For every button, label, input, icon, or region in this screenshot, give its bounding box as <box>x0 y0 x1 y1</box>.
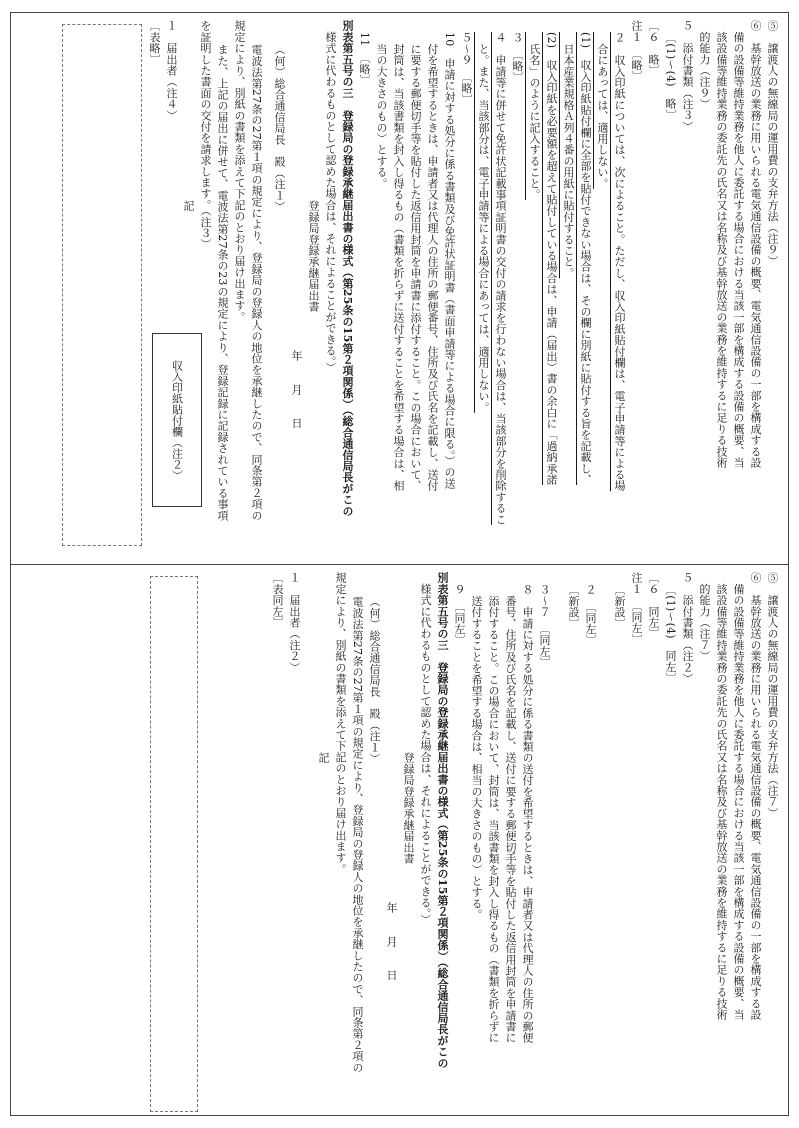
text-line: 〔表同左〕 <box>271 572 284 628</box>
text-line: ５〜９ 〔略〕 <box>460 32 473 105</box>
section-divider <box>10 564 789 565</box>
text-line: 11 〔略〕 <box>358 32 371 86</box>
text-line: を証明した書面の交付を請求します。（注３） <box>199 20 212 250</box>
text-line: ５ 添付書類（注３） <box>681 20 694 132</box>
addressee-line: （何）総合通信局長 殿（注１） <box>273 44 286 212</box>
amended-text-column <box>146 20 781 556</box>
text-line: に要する郵便切手等を貼付した返信用封筒を申請書に添付すること。この場合において、 <box>409 32 422 492</box>
text-line: 備の設備等維持業務を他人に委託する場合における当該一部を構成する設備の概要、当 <box>732 20 745 468</box>
text-line: ⑥ 基幹放送の業務に用いられる電気通信設備の概要、電気通信設備の一部を構成する設 <box>749 572 762 1020</box>
text-line: ⑥ 基幹放送の業務に用いられる電気通信設備の概要、電気通信設備の一部を構成する設 <box>749 20 762 468</box>
text-line: 〔６ 同左〕 <box>647 572 660 640</box>
ki-mark: 記 <box>317 752 330 764</box>
text-line: 的能力（注９） <box>698 20 711 110</box>
text-line: 〔(1)〜(4) 略〕 <box>664 32 677 121</box>
text-line: ４ 申請等に併せて免許状記載事項証明書の交付の請求を行わない場合は、当該部分を削除するこ <box>494 32 507 525</box>
text-line: 電波法第27条の27第１項の規定により、登録局の登録人の地位を承継したので、同条第２項の <box>250 44 263 521</box>
text-line: 番号、住所及び氏名を記載し、送付に要する郵便切手等を貼付した返信用封筒を申請書に <box>504 584 517 1044</box>
text-line: 送付することを希望する場合は、相当の大きさのもの）とする。 <box>470 584 483 920</box>
text-line: 的能力（注７） <box>698 572 711 662</box>
revenue-stamp-label: 収入印紙貼付欄（注２） <box>170 359 184 481</box>
text-line: 注１ 〔同左〕 <box>630 572 643 645</box>
text-line: 〔新設〕 <box>567 584 580 629</box>
text-line: １ 届出者（注２） <box>288 572 301 673</box>
text-line: 備の設備等維持業務を他人に委託する場合における当該一部を構成する設備の概要、当 <box>732 572 745 1020</box>
addressee-line: （何）総合通信局長 殿（注１） <box>368 596 381 764</box>
text-line: ５ 添付書類（注２） <box>681 572 694 684</box>
text-line: 該設備等維持業務の委託先の氏名又は名称及び基幹放送の業務を維持するに足りる技術 <box>715 20 728 468</box>
text-line: 注１ 〔略〕 <box>630 20 643 82</box>
form-heading: 別表第五号の三 登録局の登録承継届出書の様式（第25条の15第２項関係）（総合通信局長がこの <box>436 572 449 1069</box>
revenue-stamp-box <box>152 333 202 507</box>
text-line: と。また、当該部分は、電子申請等による場合にあっては、適用しない。 <box>477 32 490 413</box>
text-line: 様式に代わるものとして認めた場合は、それによることができる。） <box>419 572 432 925</box>
request-text-dashed-box <box>62 24 142 546</box>
text-line: 規定により、別紙の書類を添えて下記のとおり届け出ます。 <box>334 572 347 875</box>
text-line: 電波法第27条の27第１項の規定により、登録局の登録人の地位を承継したので、同条第２項の <box>351 596 364 1073</box>
text-line: 合にあっては、適用しない。 <box>596 32 609 189</box>
form-title: 登録局登録承継届出書 <box>402 752 415 864</box>
text-line: ９ 〔同左〕 <box>453 584 466 646</box>
text-line: 封筒は、当該書類を封入し得るもの（書類を折らずに送付することを希望する場合は、相 <box>392 32 405 492</box>
text-line: ２ 〔同左〕 <box>584 584 597 646</box>
date-line: 年 月 日 <box>385 902 398 981</box>
date-line: 年 月 日 <box>290 350 303 429</box>
text-line: (1) 収入印紙貼付欄に全部を貼付できない場合は、その欄に別紙に貼付する旨を記載し、 <box>579 32 592 485</box>
text-line: 該設備等維持業務の委託先の氏名又は名称及び基幹放送の業務を維持するに足りる技術 <box>715 572 728 1020</box>
request-text-dashed-box-original <box>150 576 198 1112</box>
text-line: ３〜７ 〔同左〕 <box>538 584 551 669</box>
text-line: 〔表略〕 <box>148 20 161 65</box>
text-line: 10 申請に対する処分に係る書類及び免許状証明書（書面申請等による場合に限る。）の送 <box>443 32 456 489</box>
text-line: (2) 収入印紙を必要額を超えて貼付している場合は、申請（届出）書の余白に「過納承諾 <box>545 32 558 485</box>
text-line: 様式に代わるものとして認めた場合は、それによることができる。） <box>324 20 337 373</box>
text-line: 添付すること。この場合において、封筒は、当該書類を封入し得るもの（書類を折らずに <box>487 584 500 1044</box>
text-line: 付を希望するときは、申請者又は代理人の住所の郵便番号、住所及び氏名を記載し、送付 <box>426 32 439 492</box>
text-line: 〔(1)〜(4) 同左〕 <box>664 584 677 684</box>
text-line: 氏名」のように記入すること。 <box>528 32 541 200</box>
text-line: 当の大きさのもの）とする。 <box>375 32 388 189</box>
original-text-panel <box>18 572 781 1108</box>
text-line: 規定により、別紙の書類を添えて下記のとおり届け出ます。 <box>233 20 246 323</box>
text-line: 日本産業規格Ａ列４番の用紙に貼付すること。 <box>562 32 575 279</box>
text-line: 〔６ 略〕 <box>647 20 660 76</box>
text-line: １ 届出者（注４） <box>165 20 178 121</box>
form-heading: 別表第五号の三 登録局の登録承継届出書の様式（第25条の15第２項関係）（総合通信局長がこの <box>341 20 354 517</box>
form-title: 登録局登録承継届出書 <box>307 200 320 312</box>
text-line: 〔新設〕 <box>613 584 626 629</box>
text-line: ⑤ 譲渡人の無線局の運用費の支弁方法（注７） <box>766 572 779 819</box>
text-line: ２ 収入印紙については、次によること。ただし、収入印紙貼付欄は、電子申請等による場 <box>613 32 626 492</box>
text-line: また、上記の届出に併せて、電波法第27条の23の規定により、登録記録に記録されている事項 <box>216 44 229 521</box>
text-line: ８ 申請に対する処分に係る書類の送付を希望するときは、申請者又は代理人の住所の郵便 <box>521 584 534 1044</box>
text-line: ３ 〔略〕 <box>511 32 524 83</box>
ki-mark: 記 <box>182 200 195 212</box>
text-line: ⑤ 譲渡人の無線局の運用費の支弁方法（注９） <box>766 20 779 267</box>
original-text-column <box>269 572 781 1108</box>
